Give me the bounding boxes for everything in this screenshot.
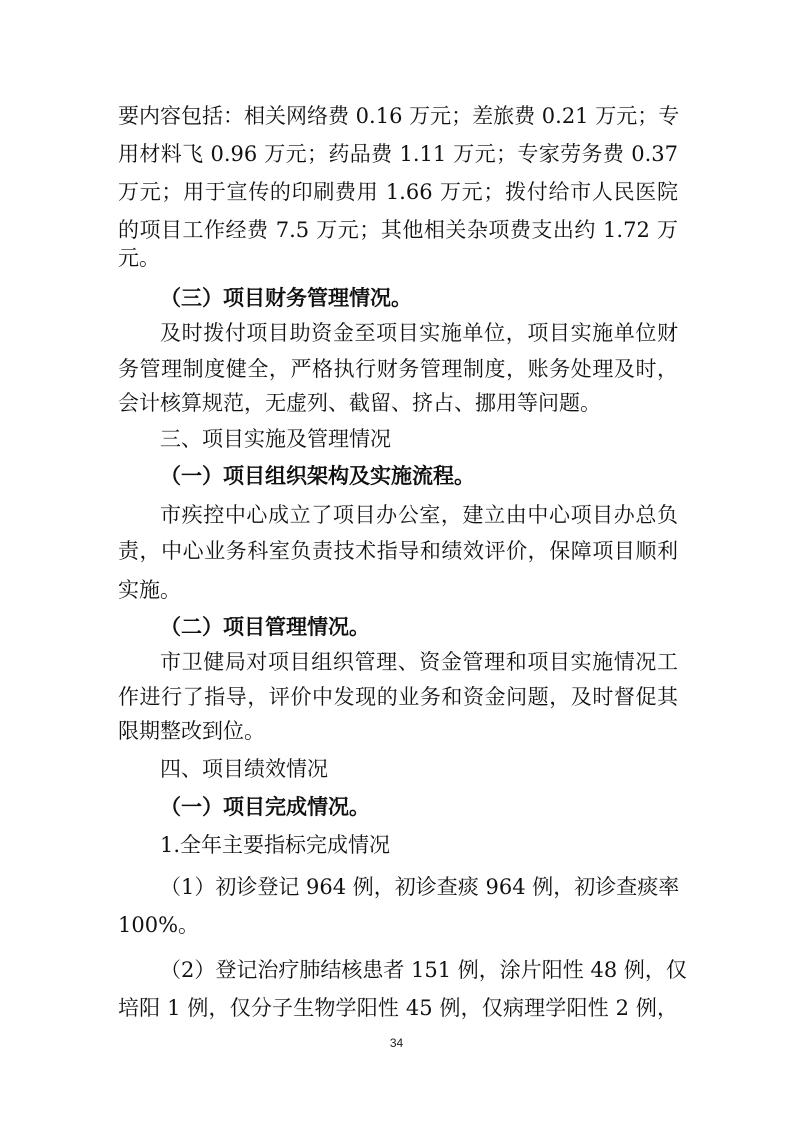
paragraph-line: 实施。 — [118, 578, 181, 602]
paragraph-line: 市疾控中心成立了项目办公室，建立由中心项目办总负 — [160, 503, 678, 527]
paragraph-line: 务管理制度健全，严格执行财务管理制度，账务处理及时， — [118, 357, 678, 381]
section-heading-performance: 四、项目绩效情况 — [160, 757, 328, 781]
section-heading-implementation: 三、项目实施及管理情况 — [160, 427, 391, 451]
subsection-heading-management: （二）项目管理情况。 — [160, 615, 370, 639]
paragraph-line: 的项目工作经费 7.5 万元；其他相关杂项费支出约 1.72 万 — [118, 218, 678, 242]
paragraph-line: （1）初诊登记 964 例，初诊查痰 964 例，初诊查痰率 — [160, 875, 680, 899]
page-number: 34 — [389, 1036, 404, 1050]
paragraph-line: 责，中心业务科室负责技术指导和绩效评价，保障项目顺利 — [118, 539, 678, 563]
paragraph-line: 万元；用于宣传的印刷费用 1.66 万元；拨付给市人民医院 — [118, 180, 678, 204]
paragraph-line: 会计核算规范，无虚列、截留、挤占、挪用等问题。 — [118, 391, 601, 415]
subsection-heading-finance: （三）项目财务管理情况。 — [160, 286, 412, 310]
paragraph-line: （2）登记治疗肺结核患者 151 例，涂片阳性 48 例，仅 — [160, 958, 687, 982]
paragraph-line: 100%。 — [118, 913, 200, 937]
list-item-heading: 1.全年主要指标完成情况 — [160, 833, 391, 857]
paragraph-line: 培阳 1 例，仅分子生物学阳性 45 例，仅病理学阳性 2 例， — [118, 996, 678, 1020]
paragraph-line: 要内容包括：相关网络费 0.16 万元；差旅费 0.21 万元；专 — [118, 104, 680, 128]
paragraph-line: 用材料飞 0.96 万元；药品费 1.11 万元；专家劳务费 0.37 — [118, 142, 678, 166]
paragraph-line: 及时拨付项目助资金至项目实施单位，项目实施单位财 — [160, 321, 678, 345]
subsection-heading-organization: （一）项目组织架构及实施流程。 — [160, 464, 475, 488]
paragraph-line: 作进行了指导，评价中发现的业务和资金问题，及时督促其 — [118, 685, 678, 709]
subsection-heading-completion: （一）项目完成情况。 — [160, 795, 370, 819]
paragraph-line: 市卫健局对项目组织管理、资金管理和项目实施情况工 — [160, 650, 678, 674]
paragraph-line: 限期整改到位。 — [118, 719, 265, 743]
paragraph-line: 元。 — [118, 246, 160, 270]
